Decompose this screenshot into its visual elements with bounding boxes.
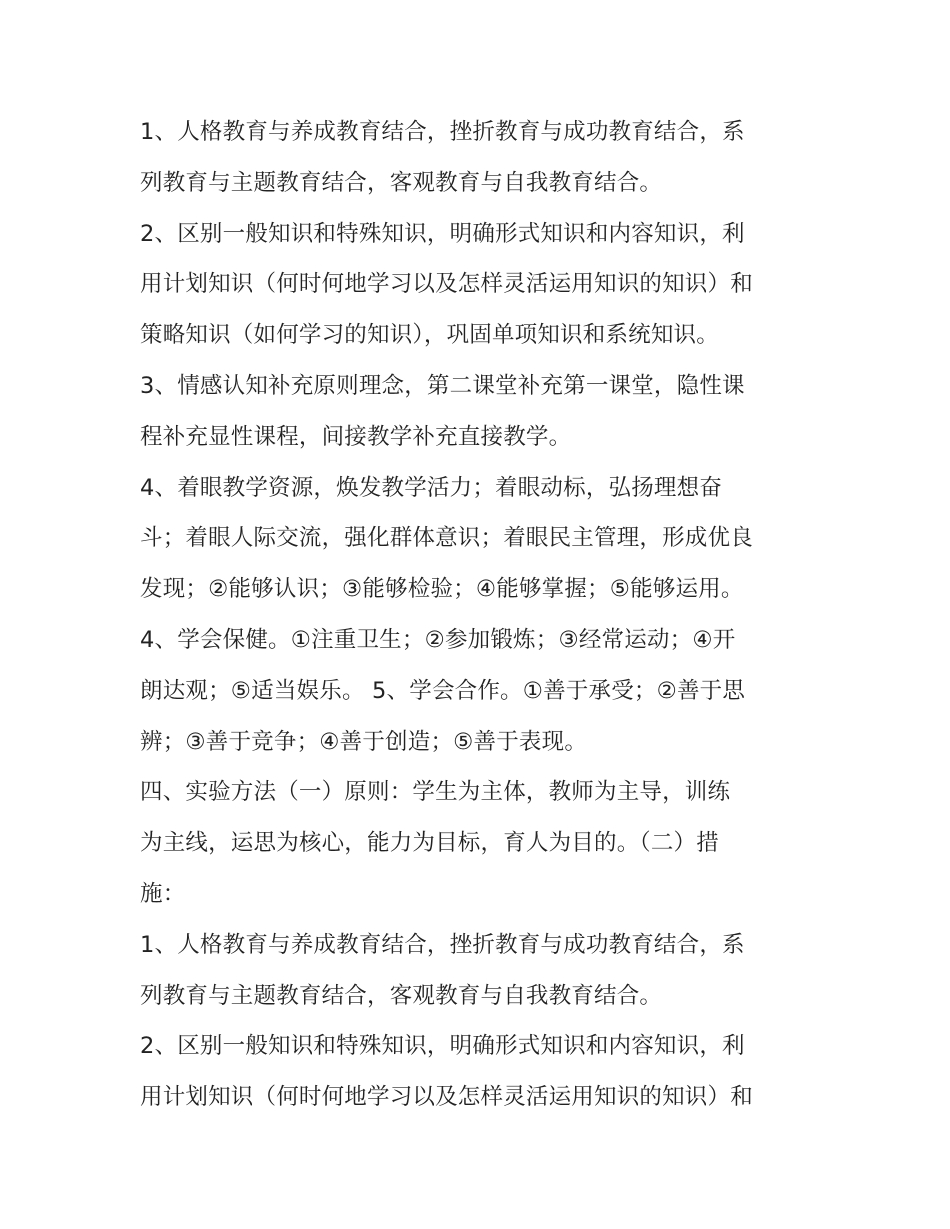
text-line: 列教育与主题教育结合，客观教育与自我教育结合。 (140, 982, 663, 1009)
text-line: 用计划知识（何时何地学习以及怎样灵活运用知识的知识）和 (140, 1084, 753, 1111)
text-line: 策略知识（如何学习的知识），巩固单项知识和系统知识。 (140, 322, 719, 349)
text-line: 朗达观；⑤适当娱乐。 5、学会合作。①善于承受；②善于思 (140, 677, 746, 704)
text-line: 发现；②能够认识；③能够检验；④能够掌握；⑤能够运用。 (140, 576, 744, 603)
text-line: 斗；着眼人际交流，强化群体意识；着眼民主管理，形成优良 (140, 525, 753, 552)
text-line: 为主线，运思为核心，能力为目标，育人为目的。（二）措 (140, 830, 719, 857)
text-line: 辨；③善于竞争；④善于创造；⑤善于表现。 (140, 728, 588, 755)
text-line: 2、区别一般知识和特殊知识，明确形式知识和内容知识，利 (140, 220, 745, 247)
text-line: 3、情感认知补充原则理念，第二课堂补充第一课堂，隐性课 (140, 372, 745, 399)
text-line: 施： (140, 880, 186, 907)
document-body (140, 107, 820, 1123)
text-line: 4、着眼教学资源，焕发教学活力；着眼动标，弘扬理想奋 (140, 474, 723, 501)
text-line: 2、区别一般知识和特殊知识，明确形式知识和内容知识，利 (140, 1033, 745, 1060)
text-line: 4、学会保健。①注重卫生；②参加锻炼；③经常运动；④开 (140, 626, 736, 653)
text-line: 1、人格教育与养成教育结合，挫折教育与成功教育结合，系 (140, 931, 745, 958)
text-line: 程补充显性课程，间接教学补充直接教学。 (140, 423, 572, 450)
text-line: 列教育与主题教育结合，客观教育与自我教育结合。 (140, 169, 663, 196)
text-line: 用计划知识（何时何地学习以及怎样灵活运用知识的知识）和 (140, 271, 753, 298)
text-line: 四、实验方法（一）原则：学生为主体，教师为主导，训练 (140, 779, 731, 806)
text-line: 1、人格教育与养成教育结合，挫折教育与成功教育结合，系 (140, 119, 745, 145)
